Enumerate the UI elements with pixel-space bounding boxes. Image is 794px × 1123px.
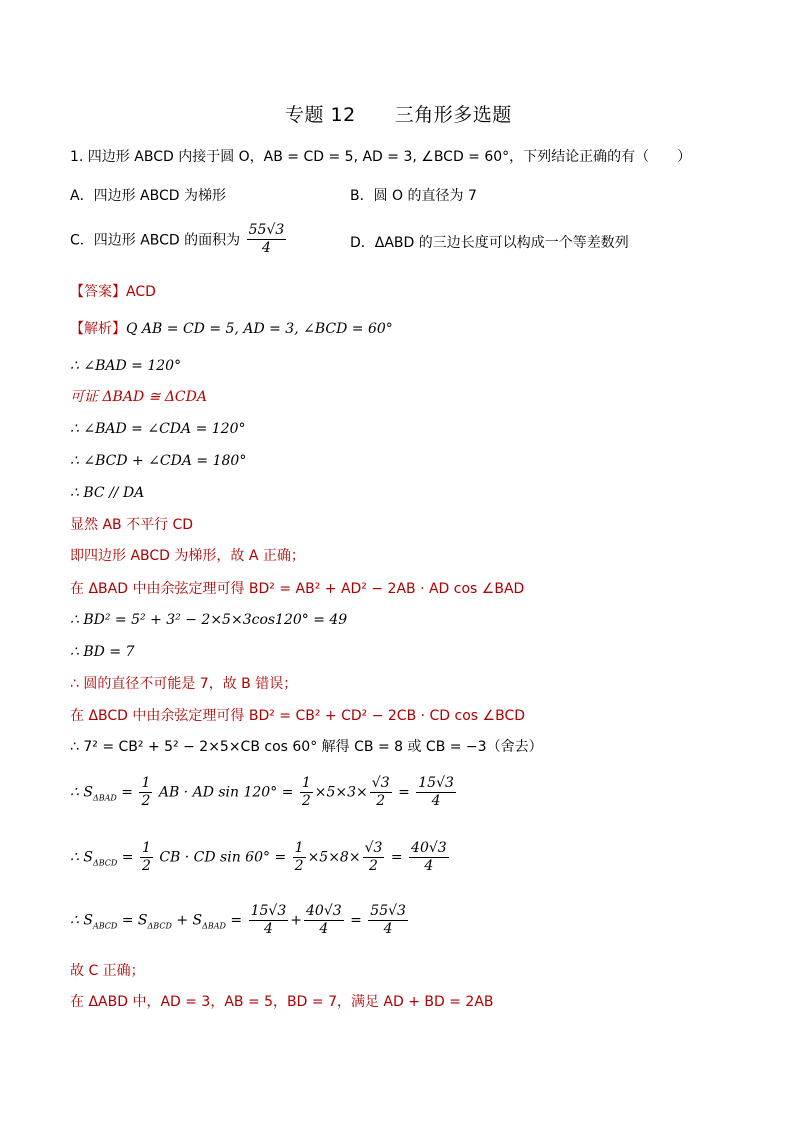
option-c-denominator: 4	[261, 240, 271, 256]
analysis-line-13: 在 ΔBCD 中由余弦定理可得 BD² = CB² + CD² − 2CB · CD cos ∠BCD	[70, 708, 526, 724]
answer-label: 【答案】	[70, 284, 126, 300]
analysis-text: Q AB = CD = 5, AD = 3, ∠BCD = 60°	[126, 321, 393, 337]
analysis-line-12: ∴ 圆的直径不可能是 7，故 B 错误；	[70, 676, 298, 692]
area-abcd-eq: = S	[121, 912, 148, 929]
area-abcd-sub: ABCD	[92, 921, 118, 931]
area-bad-equation: ∴ $S_{\Delta BAD}$ = $\frac{1}{2}$ AB · AD sin 120° = $\frac{1}{2}$ ×5×3× $\frac{√3}{2}$ = $\frac{15√3}{4}$	[70, 775, 454, 809]
analysis-line-14: ∴ 7² = CB² + 5² − 2×5×CB cos 60° 解得 CB = 8 或 CB = −3（舍去）	[70, 739, 543, 755]
area-bad-sub: ΔBAD	[92, 793, 117, 803]
analysis-label: 【解析】	[70, 321, 126, 337]
area-abcd-d3: 4	[383, 921, 393, 937]
area-abcd-lhs: ∴ S	[70, 912, 93, 929]
area-abcd-d1: 4	[263, 921, 273, 937]
option-d: D．ΔABD 的三边长度可以构成一个等差数列	[350, 235, 629, 251]
analysis-line-9: 在 ΔBAD 中由余弦定理可得 BD² = AB² + AD² − 2AB · AD cos ∠BAD	[70, 581, 525, 597]
area-bcd-n4: 40√3	[411, 840, 447, 856]
option-b: B．圆 O 的直径为 7	[350, 188, 477, 204]
area-abcd-n2: 40√3	[306, 903, 342, 919]
area-bcd-equation: ∴ $S_{\Delta BCD}$ = $\frac{1}{2}$ CB · CD sin 60° = $\frac{1}{2}$ ×5×8× $\frac{√3}{2}$ = $\frac{40√3}{4}$	[70, 840, 447, 874]
area-bcd-eq1: CB · CD sin 60° =	[159, 849, 287, 866]
area-bcd-d1: 2	[141, 858, 151, 874]
analysis-line-1	[70, 320, 393, 338]
area-bad-lhs: ∴ S	[70, 784, 93, 801]
answer	[70, 283, 156, 301]
analysis-line-8: 即四边形 ABCD 为梯形，故 A 正确；	[70, 548, 305, 564]
analysis-line-11: ∴ BD = 7	[70, 644, 135, 660]
analysis-line-15: 故 C 正确；	[70, 963, 145, 979]
option-c-label: C．四边形 ABCD 的面积为	[70, 232, 241, 249]
area-bad-n2: 1	[301, 775, 311, 791]
area-bad-n4: 15√3	[418, 775, 454, 791]
area-abcd-n1: 15√3	[250, 903, 287, 919]
analysis-line-10: ∴ BD² = 5² + 3² − 2×5×3cos120° = 49	[70, 612, 348, 628]
area-bcd-d2: 2	[294, 858, 304, 874]
area-bad-n1: 1	[141, 775, 151, 791]
area-bad-d3: 2	[376, 793, 386, 809]
option-c	[70, 222, 288, 257]
analysis-line-3: 可证 ΔBAD ≅ ΔCDA	[70, 389, 207, 405]
analysis-line-4: ∴ ∠BAD = ∠CDA = 120°	[70, 421, 246, 437]
area-bad-eq2: ×5×3×	[314, 784, 368, 801]
area-abcd-sub3: ΔBAD	[202, 921, 226, 931]
option-c-numerator: 55√3	[248, 222, 285, 238]
area-bcd-sub: ΔBCD	[92, 858, 118, 868]
area-bad-eq1: AB · AD sin 120° =	[158, 784, 294, 801]
option-a: A．四边形 ABCD 为梯形	[70, 188, 226, 204]
area-bcd-n3: √3	[364, 840, 383, 856]
area-bcd-d4: 4	[424, 858, 434, 874]
area-abcd-equation: ∴ $S_{ABCD} = S_{\Delta BCD} + S_{\Delta BAD}$ = $\frac{15√3}{4}$ + $\frac{40√3}{4}$ = $\frac{55√3}{4}$	[70, 903, 406, 937]
area-abcd-plus: + S	[176, 912, 203, 929]
area-abcd-sub2: ΔBCD	[147, 921, 172, 931]
area-bcd-lhs: ∴ S	[70, 849, 93, 866]
question-text: 1. 四边形 ABCD 内接于圆 O，AB = CD = 5, AD = 3, ∠BCD = 60°，下列结论正确的有（ ）	[70, 149, 692, 165]
area-bad-n3: √3	[371, 775, 390, 791]
area-abcd-d2: 4	[319, 921, 329, 937]
area-bcd-d3: 2	[369, 858, 378, 874]
analysis-line-2: ∴ ∠BAD = 120°	[70, 358, 182, 374]
analysis-line-5: ∴ ∠BCD + ∠CDA = 180°	[70, 453, 247, 469]
area-bcd-eq2: ×5×8×	[307, 849, 361, 866]
area-bad-d2: 2	[301, 793, 311, 809]
analysis-line-7: 显然 AB 不平行 CD	[70, 517, 194, 533]
answer-value: ACD	[126, 284, 156, 300]
area-bcd-n2: 1	[294, 840, 304, 856]
area-bad-d4: 4	[431, 793, 441, 809]
area-bcd-n1: 1	[141, 840, 151, 856]
analysis-line-6: ∴ BC // DA	[70, 485, 145, 501]
area-abcd-n3: 55√3	[370, 903, 406, 919]
area-bad-d1: 2	[141, 793, 151, 809]
option-c-fraction	[247, 222, 287, 257]
analysis-line-16: 在 ΔABD 中，AD = 3，AB = 5，BD = 7，满足 AD + BD = 2AB	[70, 994, 494, 1010]
page-title: 专题 12 三角形多选题	[285, 104, 512, 126]
